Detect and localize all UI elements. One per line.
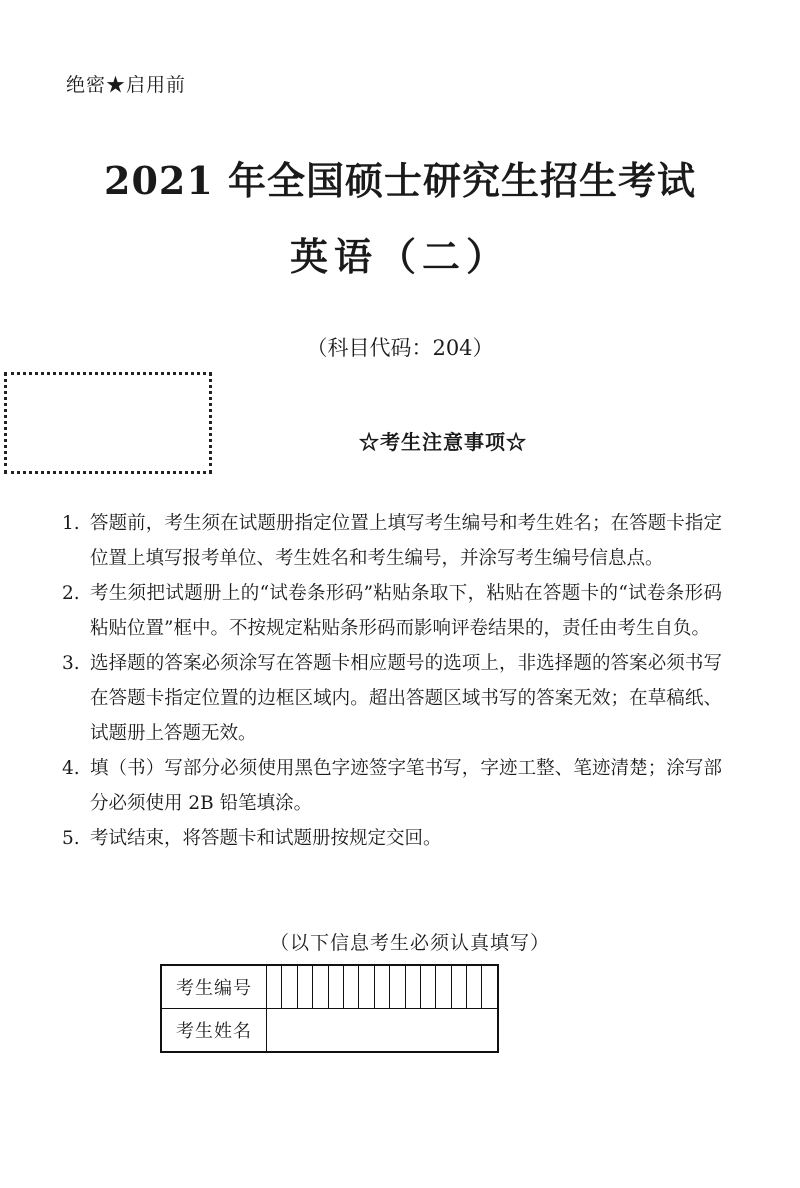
candidate-number-digit-box[interactable] bbox=[297, 965, 312, 1009]
notice-item bbox=[62, 751, 722, 821]
notice-item-number: 1. bbox=[62, 513, 80, 534]
notice-item bbox=[62, 576, 722, 646]
candidate-name-row bbox=[161, 1009, 498, 1053]
secrecy-mark: 绝密★启用前 bbox=[66, 74, 187, 96]
candidate-number-digit-box[interactable] bbox=[359, 965, 374, 1009]
notice-item-number: 4. bbox=[62, 758, 80, 779]
candidate-number-digit-box[interactable] bbox=[267, 965, 282, 1009]
subject-code: （科目代码：204） bbox=[306, 336, 494, 360]
notice-item-number: 3. bbox=[62, 653, 80, 674]
notice-item bbox=[62, 506, 722, 576]
candidate-number-digit-box[interactable] bbox=[451, 965, 466, 1009]
candidate-number-digit-box[interactable] bbox=[405, 965, 420, 1009]
candidate-number-label: 考生编号 bbox=[161, 965, 267, 1009]
notice-item bbox=[62, 646, 722, 751]
candidate-number-digit-box[interactable] bbox=[328, 965, 343, 1009]
candidate-number-digit-box[interactable] bbox=[313, 965, 328, 1009]
notice-item-number: 5. bbox=[62, 828, 80, 849]
notice-title: ☆考生注意事项☆ bbox=[359, 430, 527, 454]
notice-item-text: 填（书）写部分必须使用黑色字迹签字笔书写，字迹工整、笔迹清楚；涂写部分必须使用 2B 铅笔填涂。 bbox=[90, 758, 722, 814]
barcode-placement-box bbox=[4, 372, 212, 474]
exam-subject: 英语（二） bbox=[289, 234, 510, 279]
candidate-number-row bbox=[161, 965, 498, 1009]
candidate-number-digit-box[interactable] bbox=[343, 965, 358, 1009]
candidate-number-digit-box[interactable] bbox=[374, 965, 389, 1009]
candidate-name-field[interactable] bbox=[267, 1009, 498, 1053]
candidate-number-digit-box[interactable] bbox=[420, 965, 435, 1009]
candidate-number-digit-box[interactable] bbox=[482, 965, 498, 1009]
candidate-name-label: 考生姓名 bbox=[161, 1009, 267, 1053]
candidate-number-digit-box[interactable] bbox=[436, 965, 451, 1009]
notice-item-text: 考生须把试题册上的“试卷条形码”粘贴条取下，粘贴在答题卡的“试卷条形码粘贴位置”框中。不按规定粘贴条形码而影响评卷结果的，责任由考生自负。 bbox=[90, 583, 722, 639]
candidate-number-digit-box[interactable] bbox=[390, 965, 405, 1009]
notice-item-text: 考试结束，将答题卡和试题册按规定交回。 bbox=[90, 828, 442, 849]
exam-title: 2021 年全国硕士研究生招生考试 bbox=[104, 158, 696, 203]
notice-list bbox=[62, 506, 722, 856]
candidate-info-table bbox=[160, 964, 499, 1053]
notice-item bbox=[62, 821, 722, 856]
candidate-number-digit-box[interactable] bbox=[282, 965, 297, 1009]
fill-in-note: （以下信息考生必须认真填写） bbox=[269, 932, 550, 954]
candidate-number-digit-box[interactable] bbox=[467, 965, 482, 1009]
notice-item-text: 选择题的答案必须涂写在答题卡相应题号的选项上，非选择题的答案必须书写在答题卡指定位置的边框区域内。超出答题区域书写的答案无效；在草稿纸、试题册上答题无效。 bbox=[90, 653, 722, 744]
notice-item-text: 答题前，考生须在试题册指定位置上填写考生编号和考生姓名；在答题卡指定位置上填写报考单位、考生姓名和考生编号，并涂写考生编号信息点。 bbox=[90, 513, 722, 569]
notice-item-number: 2. bbox=[62, 583, 80, 604]
